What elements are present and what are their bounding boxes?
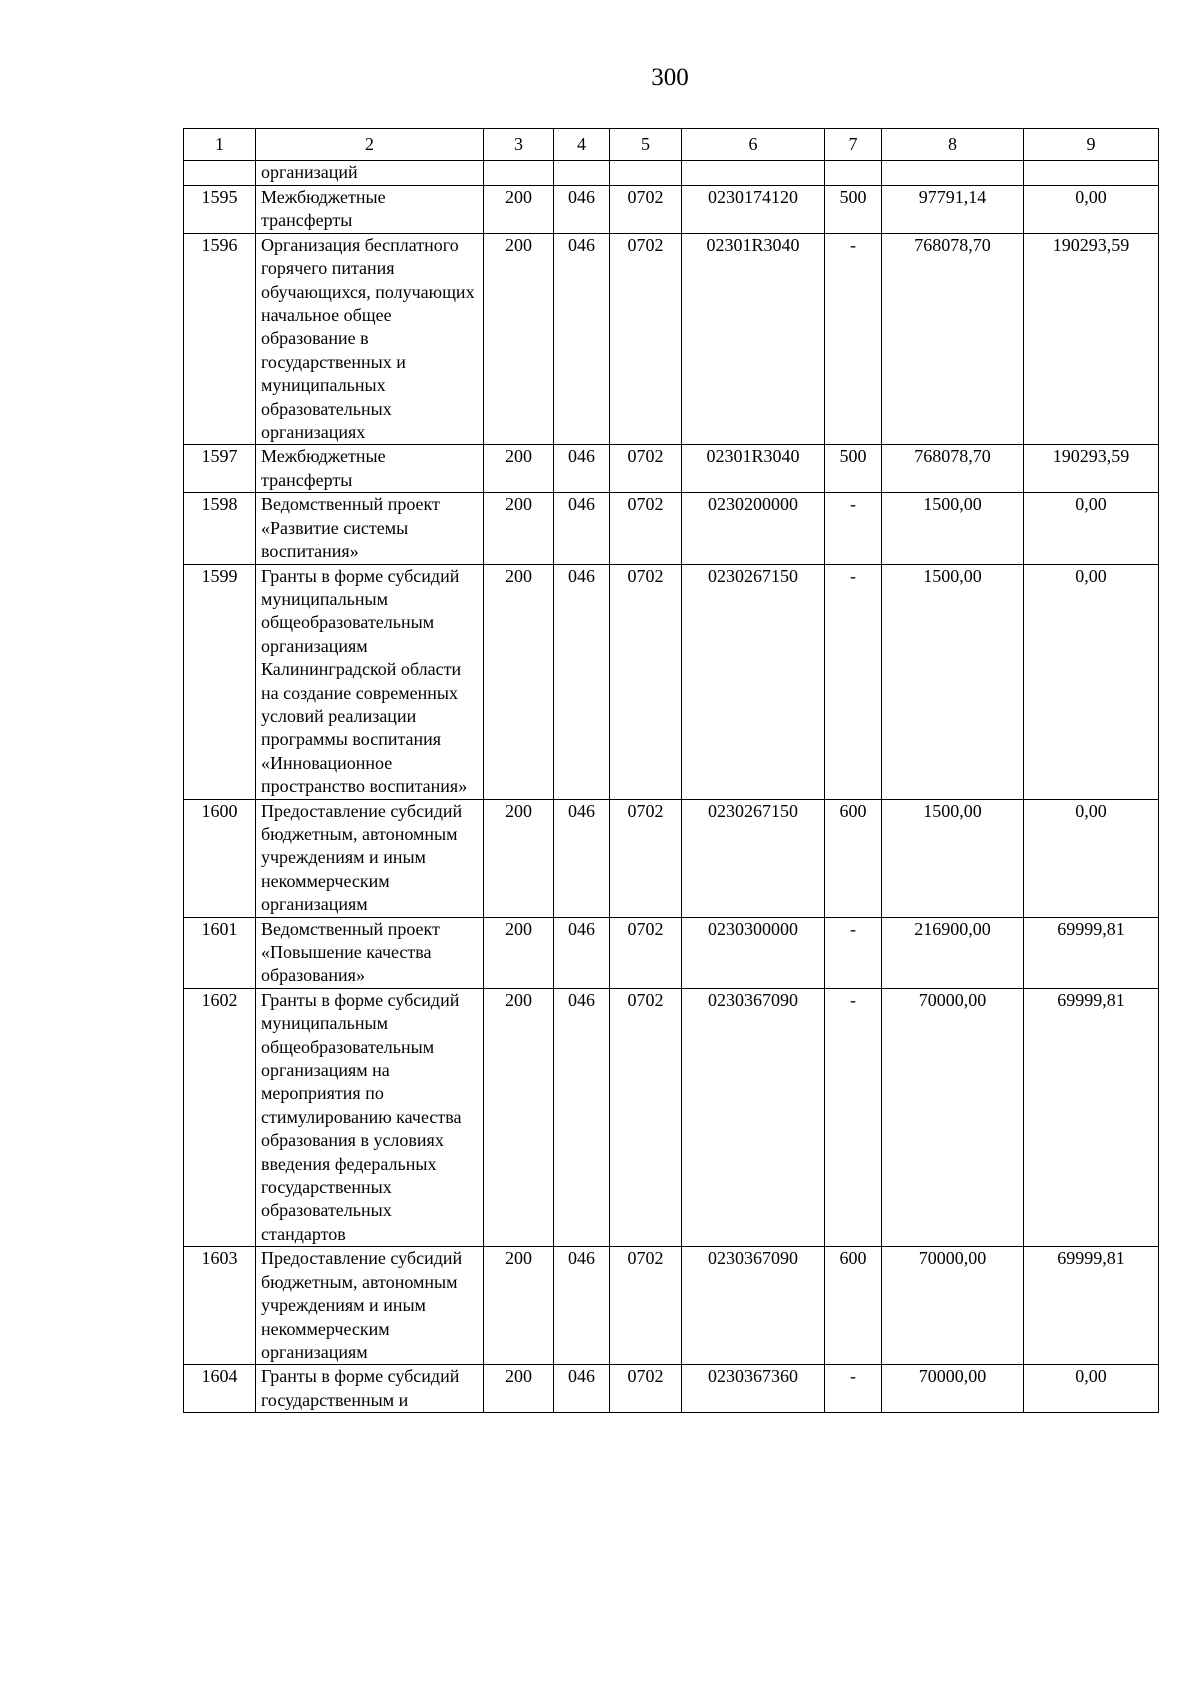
- cell-col8: 1500,00: [882, 799, 1024, 917]
- cell-col3: 200: [484, 564, 554, 799]
- column-header: 6: [682, 129, 825, 161]
- row-name: Гранты в форме субсидий муниципальным общеобразовательным организациям на мероприятия по стимулированию качества образования в условиях введения федеральных государственных образовательных стандартов: [256, 988, 484, 1246]
- cell-col6: 02301R3040: [682, 233, 825, 445]
- continuation-text: организаций: [256, 161, 484, 186]
- cell-col5: 0702: [610, 988, 682, 1246]
- cell-col4: 046: [554, 564, 610, 799]
- cell-col7: -: [825, 493, 882, 564]
- table-row: [184, 988, 1159, 1246]
- cell-col5: 0702: [610, 493, 682, 564]
- cell-col3: 200: [484, 799, 554, 917]
- row-number: 1595: [184, 186, 256, 234]
- row-name: Ведомственный проект «Повышение качества образования»: [256, 917, 484, 988]
- cell-col6: 0230367090: [682, 988, 825, 1246]
- cell-col7: -: [825, 1365, 882, 1413]
- row-number: 1597: [184, 445, 256, 493]
- row-name: Предоставление субсидий бюджетным, автономным учреждениям и иным некоммерческим организациям: [256, 1247, 484, 1365]
- cell-col6: 02301R3040: [682, 445, 825, 493]
- table-row: [184, 799, 1159, 917]
- cell-col3: 200: [484, 233, 554, 445]
- cell-col8: 1500,00: [882, 493, 1024, 564]
- cell-col9: 0,00: [1024, 186, 1159, 234]
- row-name: Гранты в форме субсидий государственным и: [256, 1365, 484, 1413]
- row-name: Гранты в форме субсидий муниципальным общеобразовательным организациям Калининградской области на создание современных условий реализации программы воспитания «Инновационное пространство воспитания»: [256, 564, 484, 799]
- cell-col7: -: [825, 988, 882, 1246]
- row-number: 1599: [184, 564, 256, 799]
- cell-col3: 200: [484, 493, 554, 564]
- cell-col6: 0230300000: [682, 917, 825, 988]
- cell-col3: 200: [484, 917, 554, 988]
- cell-col5: 0702: [610, 186, 682, 234]
- budget-table: [183, 128, 1159, 1413]
- cell-col3: 200: [484, 445, 554, 493]
- column-header: 4: [554, 129, 610, 161]
- page-number: 300: [651, 64, 689, 91]
- cell-col7: 500: [825, 445, 882, 493]
- cell-col6: 0230174120: [682, 186, 825, 234]
- cell-col3: 200: [484, 1365, 554, 1413]
- cell-col6: 0230367090: [682, 1247, 825, 1365]
- row-number: 1601: [184, 917, 256, 988]
- cell-col7: -: [825, 233, 882, 445]
- table-row: [184, 493, 1159, 564]
- column-header: 5: [610, 129, 682, 161]
- cell-col8: 768078,70: [882, 233, 1024, 445]
- continuation-row: [184, 161, 1159, 186]
- cell-col7: -: [825, 917, 882, 988]
- cell-col9: 190293,59: [1024, 445, 1159, 493]
- cell-col9: 69999,81: [1024, 988, 1159, 1246]
- row-number: 1602: [184, 988, 256, 1246]
- column-header: 3: [484, 129, 554, 161]
- row-name: Межбюджетные трансферты: [256, 186, 484, 234]
- cell-col5: 0702: [610, 917, 682, 988]
- cell-col9: 69999,81: [1024, 917, 1159, 988]
- column-header: 7: [825, 129, 882, 161]
- cell-col4: 046: [554, 1247, 610, 1365]
- row-name: Ведомственный проект «Развитие системы воспитания»: [256, 493, 484, 564]
- row-name: Предоставление субсидий бюджетным, автономным учреждениям и иным некоммерческим организациям: [256, 799, 484, 917]
- cell-col4: 046: [554, 186, 610, 234]
- table-row: [184, 233, 1159, 445]
- row-number: 1600: [184, 799, 256, 917]
- cell-col8: 70000,00: [882, 1365, 1024, 1413]
- cell-col5: 0702: [610, 1365, 682, 1413]
- cell-col4: 046: [554, 233, 610, 445]
- cell-col9: 190293,59: [1024, 233, 1159, 445]
- cell-col8: 768078,70: [882, 445, 1024, 493]
- cell-col4: 046: [554, 799, 610, 917]
- column-header: 2: [256, 129, 484, 161]
- cell-col4: 046: [554, 1365, 610, 1413]
- row-number: 1604: [184, 1365, 256, 1413]
- cell-col8: 70000,00: [882, 988, 1024, 1246]
- cell-col6: 0230367360: [682, 1365, 825, 1413]
- cell-col8: 1500,00: [882, 564, 1024, 799]
- cell-col7: -: [825, 564, 882, 799]
- table-row: [184, 1365, 1159, 1413]
- cell-col8: 97791,14: [882, 186, 1024, 234]
- cell-col4: 046: [554, 445, 610, 493]
- cell-col9: 0,00: [1024, 564, 1159, 799]
- cell-col5: 0702: [610, 564, 682, 799]
- cell-col9: 69999,81: [1024, 1247, 1159, 1365]
- cell-col4: 046: [554, 493, 610, 564]
- cell-col6: 0230267150: [682, 564, 825, 799]
- cell-col3: 200: [484, 988, 554, 1246]
- row-name: Межбюджетные трансферты: [256, 445, 484, 493]
- cell-col5: 0702: [610, 445, 682, 493]
- column-header: 9: [1024, 129, 1159, 161]
- cell-col7: 500: [825, 186, 882, 234]
- cell-col8: 70000,00: [882, 1247, 1024, 1365]
- cell-col9: 0,00: [1024, 1365, 1159, 1413]
- column-header: 8: [882, 129, 1024, 161]
- cell-col8: 216900,00: [882, 917, 1024, 988]
- cell-col6: 0230200000: [682, 493, 825, 564]
- table-header-row: [184, 129, 1159, 161]
- cell-col4: 046: [554, 917, 610, 988]
- cell-col5: 0702: [610, 1247, 682, 1365]
- cell-col3: 200: [484, 1247, 554, 1365]
- row-name: Организация бесплатного горячего питания обучающихся, получающих начальное общее образование в государственных и муниципальных образовательных организациях: [256, 233, 484, 445]
- table-row: [184, 917, 1159, 988]
- table-row: [184, 445, 1159, 493]
- table-row: [184, 1247, 1159, 1365]
- table-row: [184, 564, 1159, 799]
- cell-col7: 600: [825, 1247, 882, 1365]
- cell-col5: 0702: [610, 799, 682, 917]
- column-header: 1: [184, 129, 256, 161]
- cell-col7: 600: [825, 799, 882, 917]
- cell-col6: 0230267150: [682, 799, 825, 917]
- cell-col3: 200: [484, 186, 554, 234]
- row-number: 1603: [184, 1247, 256, 1365]
- cell-col5: 0702: [610, 233, 682, 445]
- row-number: 1598: [184, 493, 256, 564]
- row-number: 1596: [184, 233, 256, 445]
- cell-col9: 0,00: [1024, 493, 1159, 564]
- cell-col4: 046: [554, 988, 610, 1246]
- table-row: [184, 186, 1159, 234]
- cell-col9: 0,00: [1024, 799, 1159, 917]
